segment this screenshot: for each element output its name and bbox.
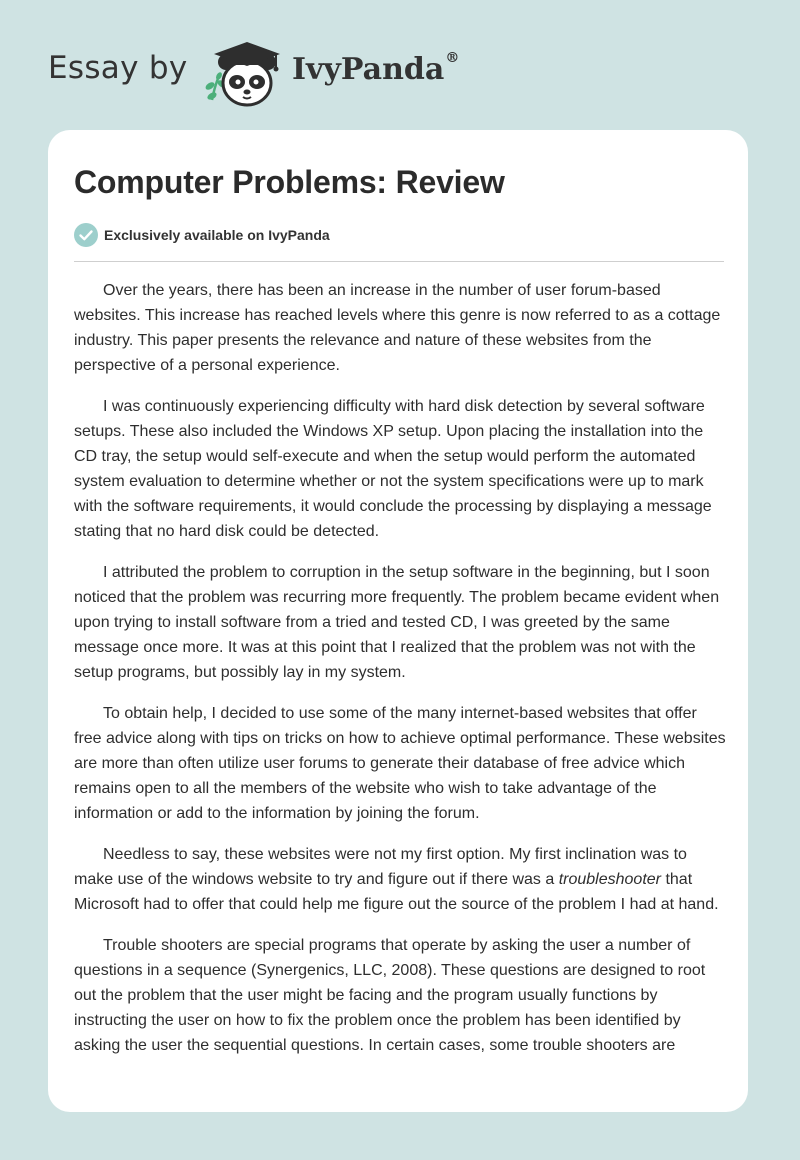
paragraph: I was continuously experiencing difficulty with hard disk detection by several software setups. These also included the Windows XP setup. Upon placing the installation into the CD tray, the setup would self-execute and when the setup would perform the automated system evaluation to determine whether or not the system specifications were up to mark with the software requirements, it would conclude the processing by displaying a message stating that no hard disk could be detected.: [74, 398, 712, 540]
badge-text: Exclusively available on IvyPanda: [104, 227, 330, 243]
paragraph: [74, 842, 728, 917]
emphasis-term: troubleshooter: [558, 871, 661, 888]
article-card: [48, 130, 748, 1112]
paragraph-text: that Microsoft had to offer that could help me figure out the source of the problem I had at hand.: [74, 871, 719, 913]
check-circle-icon: [74, 223, 98, 247]
registered-mark: ®: [445, 50, 460, 66]
paragraph: To obtain help, I decided to use some of the many internet-based websites that offer free advice along with tips on tricks on how to achieve optimal performance. These websites are more than often utilize user forums to generate their database of free advice which remains open to all the members of the website who wish to take advantage of the information or add to the information by joining the forum.: [74, 705, 726, 822]
exclusive-badge: [74, 222, 330, 248]
page-title: Computer Problems: Review: [74, 164, 505, 200]
paragraph: Trouble shooters are special programs that operate by asking the user a number of questions in a sequence (Synergenics, LLC, 2008). These questions are designed to root out the problem that the user might be facing and the program usually functions by instructing the user on how to fix the problem once the problem has been identified by asking the user the sequential questions. In certain cases, some trouble shooters are: [74, 937, 706, 1054]
brand-prefix: Essay by: [48, 50, 188, 86]
title-divider: [74, 261, 724, 262]
paragraph: I attributed the problem to corruption in the setup software in the beginning, but I soon noticed that the problem was recurring more frequently. The problem became evident when upon trying to install software from a tried and tested CD, I was greeted by the same message once more. It was at this point that I realized that the problem was not with the setup programs, but possibly lay in my system.: [74, 564, 720, 681]
article-body: [74, 278, 728, 1074]
brand-name-text: IvyPanda: [292, 52, 445, 87]
paragraph: Over the years, there has been an increase in the number of user forum-based websites. This increase has reached levels where this genre is now referred to as a cottage industry. This paper presents the relevance and nature of these websites from the perspective of a personal experience.: [74, 282, 721, 374]
brand-name[interactable]: [292, 52, 459, 87]
paragraph-text: Needless to say, these websites were not my first option. My first inclination was to make use of the windows website to try and figure out if there was a: [74, 846, 687, 888]
panda-graduate-icon[interactable]: [200, 38, 290, 110]
site-header: [0, 0, 800, 130]
